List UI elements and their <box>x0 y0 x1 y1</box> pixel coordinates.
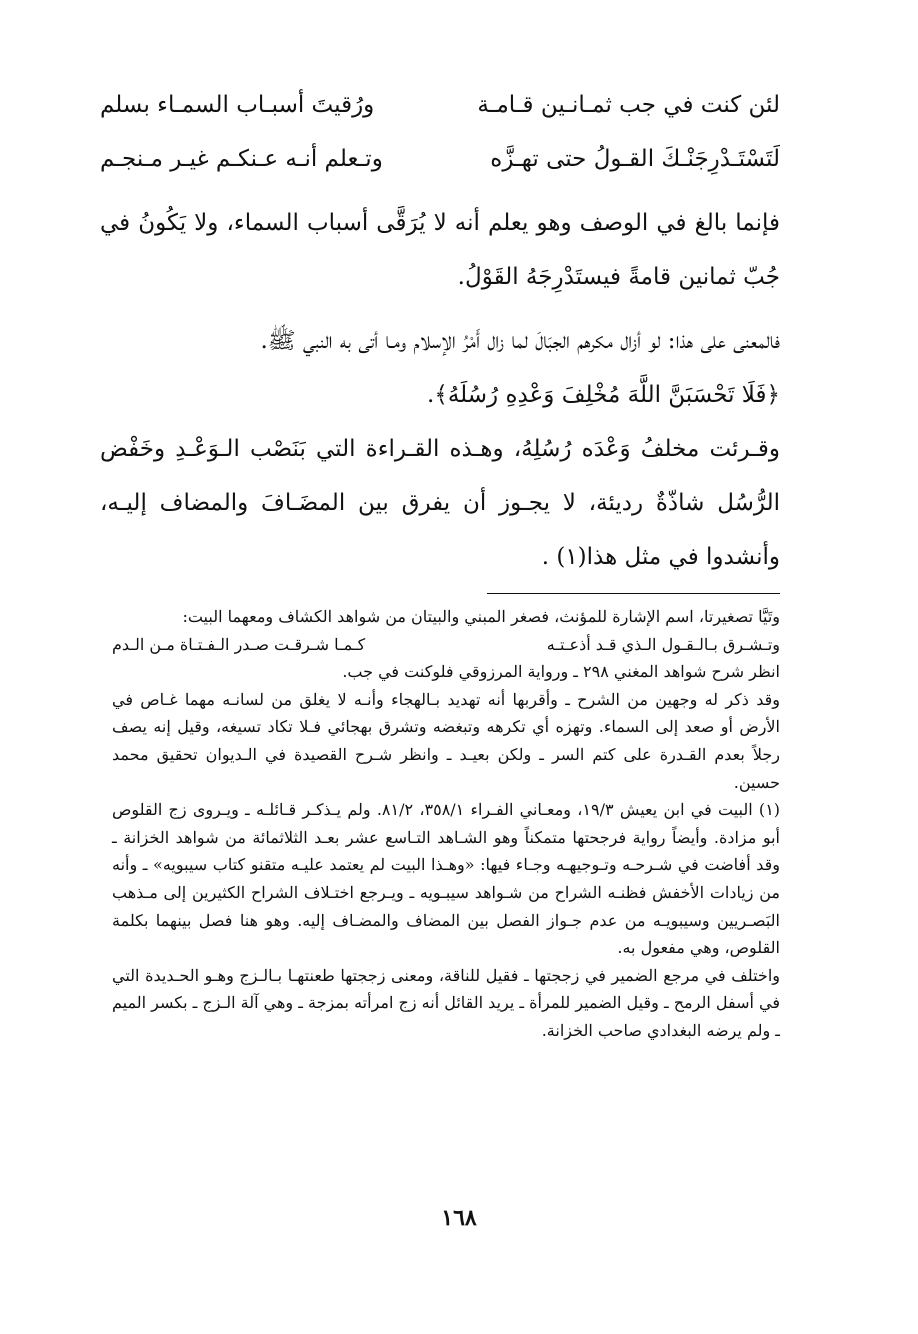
verse-1-second-hemistich: ورُقيتَ أسبـاب السمـاء بسلم <box>100 92 375 118</box>
page-number: ١٦٨ <box>441 1205 477 1231</box>
paragraph-3: وقـرئت مخلفُ وَعْدَه رُسُلِهُ، وهـذه القـراءة التي بَنَصْب الـوَعْـدِ وخَفْض الرُّسُل شاذّةٌ رديئة، لا يجـوز أن يفرق بين المضَـافَ والمضاف إليـه، وأنشدوا في مثل هذا(١) . <box>100 436 780 570</box>
footnotes <box>112 603 780 1045</box>
footnote-verse-second-hemistich: كـمـا شـرقـت صـدر الـفـتـاة مـن الـدم <box>112 634 366 654</box>
footnote-separator <box>487 593 780 594</box>
quran-verse: ﴿فَلَا تَحْسَبَنَّ اللَّهَ مُخْلِفَ وَعْدِهِ رُسُلَهُ﴾. <box>427 382 780 408</box>
verse-1-first-hemistich: لئن كنت في جب ثمـانـين قـامـة <box>477 92 780 118</box>
verse-2-first-hemistich: لَتَسْتَـدْرِجَنْـكَ القـولُ حتى تهـزَّه <box>490 146 780 172</box>
footnote-0-verse <box>112 631 780 659</box>
verse-2-second-hemistich: وتـعلم أنـه عـنكـم غيـر مـنجـم <box>100 146 383 172</box>
poem-verse-1 <box>100 78 780 132</box>
footnote-0-reference: انظر شرح شواهد المغني ٢٩٨ ـ ورواية المرزوقي فلوكنت في جب. <box>342 662 780 682</box>
footnote-1-commentary: (١) البيت في ابن يعيش ١٩/٣، ومعـاني الفـراء ٣٥٨/١، ٨١/٢. ولم يـذكـر قـائلـه ـ ويـروى زج القلوص أبو مزادة. وأيضاً رواية فرجحتها متمكناً وهو الشـاهد التـاسع عشر بعـد الثلاثمائة من شواهد الخزانة ـ وقد أفاضت في شـرحـه وتـوجيهـه وجـاء فيها: «وهـذا البيت لم يعتمد عليـه متقنو كتاب سيبويه» ـ وأنه من زيادات الأخفش فظنـه الشراح من شـواهد سيبـويه ـ ويـرجع اختـلاف الشراح الكثيرين إلى مـذهب البَصـريين وسيبويـه من عدم جـواز الفصل بين المضاف والمضـاف إليه. وهو هنا فصل بينهما بكلمة القلوص، وهي مفعول به. <box>112 800 781 958</box>
footnote-1-pronoun-note: واختلف في مرجع الضمير في زججتها ـ فقيل للناقة، ومعنى زججتها طعنتهـا بـالـزج وهـو الحـديدة التي في أسفل الرمح ـ وقيل الضمير للمرأة ـ يريد القائل أنه زج امرأته بمزجة ـ وهي آلة الـزج ـ بكسر الميم ـ ولم يرضه البغدادي صاحب الخزانة. <box>112 965 781 1040</box>
paragraph-2: فالمعنى على هذا: لو أزال مكرهم الجبَالَ لما زال أَمْرُ الإسلام ومـا أتى به النبي ﷺ. <box>260 328 780 354</box>
footnote-verse-first-hemistich: وتـشـرق بـالـقـول الـذي قـد أذعـتـه <box>546 634 780 654</box>
paragraph-1: فإنما بالغ في الوصف وهو يعلم أنه لا يُرَقَّى أسباب السماء، ولا يَكُونُ في جُبّ ثمانين قامةً فيستَدْرِجَهُ القَوْلُ. <box>100 210 780 290</box>
main-text <box>100 78 780 584</box>
footnote-0-line-1: وتَيَّا تصغيرتا، اسم الإشارة للمؤنث، فصغر المبني والبيتان من شواهد الكشاف ومعهما البيت: <box>182 607 780 626</box>
footnote-0-commentary: وقد ذكر له وجهين من الشرح ـ وأقربها أنه تهديد بـالهجاء وأنـه لا يغلق من لسانـه مهما غـاص في الأرض أو صعد إلى السماء. وتهزه أي تكرهه وتبغضه وتشرق بهجائي فـلا تكاد تسيغه، وقيل إنه يصف رجلاً بعدم القـدرة على كتم السر ـ ولكن بعيـد ـ وانظر شـرح القصيدة في الـديوان تحقيق محمد حسين. <box>112 689 781 792</box>
poem-verse-2 <box>100 132 780 186</box>
